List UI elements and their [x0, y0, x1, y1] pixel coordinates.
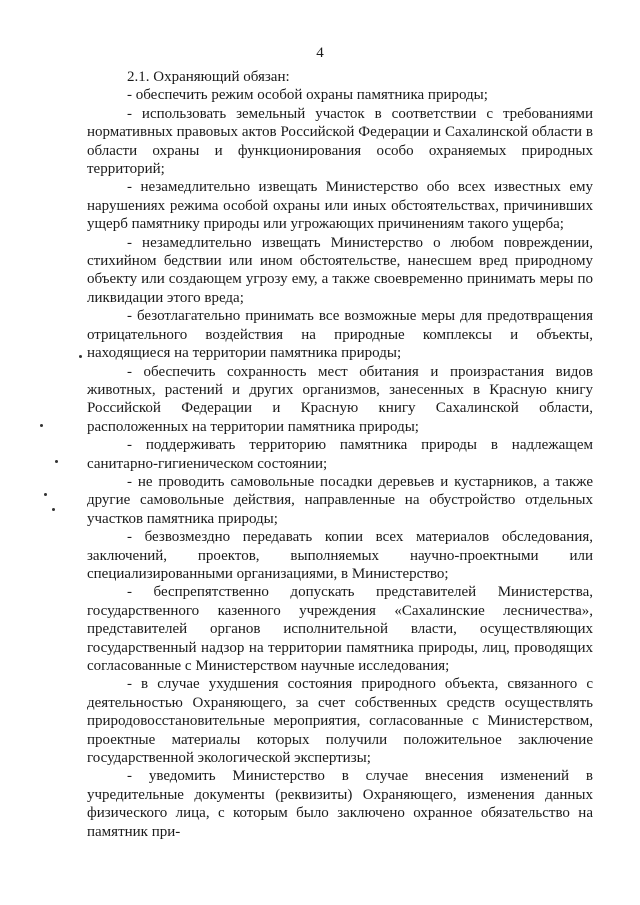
obligation-item: - незамедлительно извещать Министерство обо всех известных ему нарушениях режима особой охраны или иных обстоятельствах, причинивших ущерб памятнику природы или угрожающих причинениям такого ущерба; — [87, 179, 593, 233]
scan-speck — [44, 493, 47, 496]
obligation-item: - безвозмездно передавать копии всех материалов обследования, заключений, проектов, выполняемых научно-проектными или специализированными организациями, в Министерство; — [87, 529, 593, 582]
scan-speck — [79, 355, 82, 358]
obligation-item: - уведомить Министерство в случае внесения изменений в учредительные документы (реквизиты) Охраняющего, изменения данных физического лица, с которым было заключено охранное обязательство на памятник при- — [87, 768, 593, 840]
obligation-item: - беспрепятственно допускать представителей Министерства, государственного казенного учреждения «Сахалинские лесничества», представителей органов исполнительной власти, осуществляющих государственный надзор на территории памятника природы, лиц, проводящих согласованные с Министерством научные исследования; — [87, 584, 593, 674]
obligation-item: - поддерживать территорию памятника природы в надлежащем санитарно-гигиеническом состоянии; — [87, 437, 593, 472]
obligation-item: - в случае ухудшения состояния природного объекта, связанного с деятельностью Охраняющего, за счет собственных средств осуществлять природовосстановительные мероприятия, согласованные с Министерством, проектные материалы которых получили положительное заключение государственной экологической экспертизы; — [87, 676, 593, 767]
scan-speck — [52, 508, 55, 511]
scan-speck — [55, 460, 58, 463]
section-heading: 2.1. Охраняющий обязан: — [127, 69, 290, 85]
document-body — [87, 68, 593, 841]
obligation-item: - безотлагательно принимать все возможные меры для предотвращения отрицательного воздействия на природные комплексы и объекты, находящиеся на территории памятника природы; — [87, 308, 593, 362]
page-number: 4 — [316, 45, 324, 61]
obligation-item: - незамедлительно извещать Министерство о любом повреждении, стихийном бедствии или ином обстоятельстве, нанесшем вред природному объекту или создающем угрозу ему, а также своевременно принимать меры по ликвидации этого вреда; — [87, 234, 593, 306]
obligation-item: - не проводить самовольные посадки деревьев и кустарников, а также другие самовольные действия, направленные на обустройство отдельных участков памятника природы; — [87, 473, 593, 527]
obligation-item: - обеспечить режим особой охраны памятника природы; — [127, 87, 488, 104]
obligation-item: - обеспечить сохранность мест обитания и произрастания видов животных, растений и других организмов, занесенных в Красную книгу Российской Федерации и Красную книгу Сахалинской области, расположенных на территории памятника природы; — [87, 363, 593, 435]
obligation-item: - использовать земельный участок в соответствии с требованиями нормативных правовых актов Российской Федерации и Сахалинской области в области охраны и функционирования особо охраняемых природных территорий; — [87, 105, 593, 178]
scan-speck — [40, 424, 43, 427]
